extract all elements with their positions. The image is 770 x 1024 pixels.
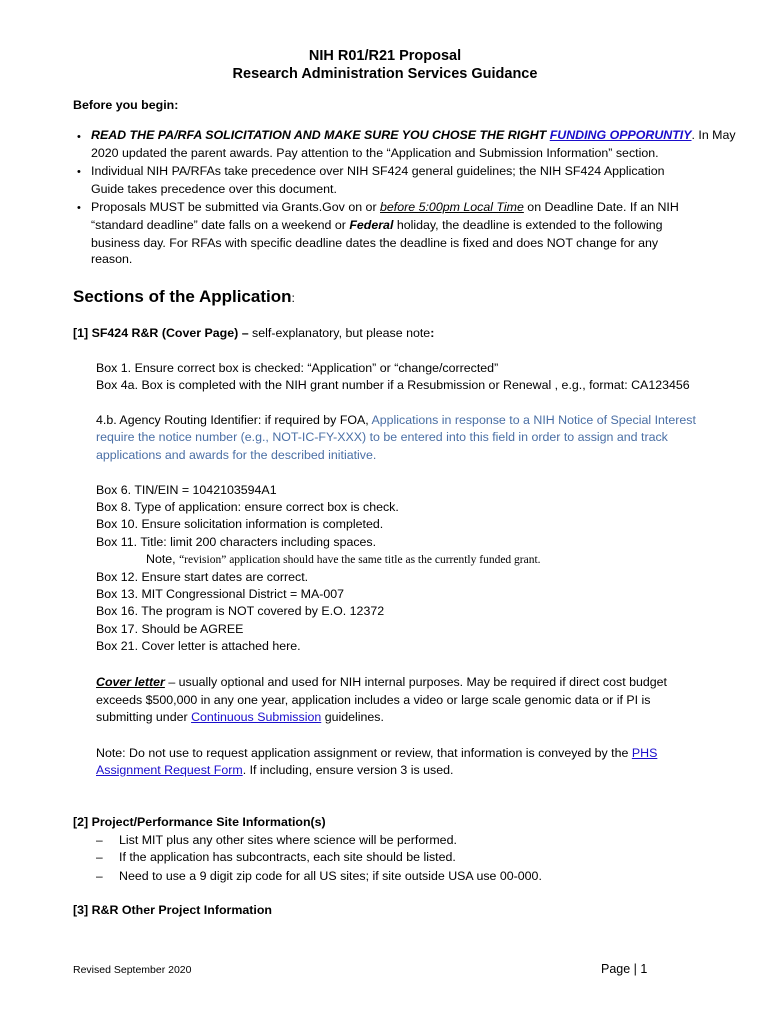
- bullet-1-tail: . In May: [691, 128, 736, 142]
- box-6: Box 6. TIN/EIN = 1042103594A1: [96, 483, 277, 497]
- section-1-heading: [73, 325, 434, 343]
- box-11-note-text: “revision” application should have the same title as the currently funded grant.: [179, 554, 541, 566]
- bullet-2-line1: Individual NIH PA/RFAs take precedence over NIH SF424 general guidelines; the NIH SF424 Application: [91, 164, 665, 178]
- note-line2-post: . If including, ensure version 3 is used.: [242, 763, 454, 777]
- bullet-3-pre: Proposals MUST be submitted via Grants.Gov on or: [91, 200, 381, 214]
- box-13: Box 13. MIT Congressional District = MA-007: [96, 587, 345, 601]
- section-1-title: [1] SF424 R&R (Cover Page) –: [73, 326, 253, 340]
- bullet-3-line2: [91, 217, 663, 235]
- box-17: Box 17. Should be AGREE: [96, 622, 244, 636]
- box-4b-notice-1: Applications in response to a NIH Notice of Special Interest: [371, 413, 696, 427]
- funding-opportunity-link[interactable]: FUNDING OPPORUNTIY: [549, 128, 692, 142]
- before-you-begin-heading: Before you begin:: [73, 98, 179, 112]
- note-line1: [96, 745, 657, 763]
- site-item: If the application has subcontracts, each site should be listed.: [119, 850, 456, 864]
- cover-letter-line3: [96, 709, 384, 727]
- bullet-1-line1: [91, 127, 736, 145]
- bullet-2-marker: •: [77, 166, 81, 178]
- cover-letter-line3-post: guidelines.: [321, 710, 384, 724]
- cover-letter-line3-pre: submitting under: [96, 710, 192, 724]
- bullet-2-line2: Guide takes precedence over this document.: [91, 182, 337, 196]
- doc-title-line2: Research Administration Services Guidance: [232, 66, 538, 82]
- deadline-time: before 5:00pm Local Time: [380, 200, 524, 214]
- bullet-3-post: on Deadline Date. If an NIH: [523, 200, 679, 214]
- box-16: Box 16. The program is NOT covered by E.O. 12372: [96, 604, 385, 618]
- bullet-1-marker: •: [77, 131, 81, 143]
- continuous-submission-link[interactable]: Continuous Submission: [191, 710, 322, 724]
- box-4b-line1: [96, 412, 696, 430]
- bullet-1-line2: 2020 updated the parent awards. Pay attention to the “Application and Submission Information” section.: [91, 146, 659, 160]
- section-3-heading: [3] R&R Other Project Information: [73, 903, 272, 917]
- bullet-3-marker: •: [77, 202, 81, 214]
- bullet-3-line2-pre: “standard deadline” date falls on a weekend or: [91, 218, 350, 232]
- sections-heading-text: Sections of the Application: [73, 287, 292, 306]
- box-10: Box 10. Ensure solicitation information is completed.: [96, 517, 384, 531]
- box-8: Box 8. Type of application: ensure correct box is check.: [96, 500, 399, 514]
- box-4b-line3: applications and awards for the described initiative.: [96, 448, 377, 462]
- cover-letter-desc: – usually optional and used for NIH internal purposes. May be required if direct cost budget: [164, 675, 667, 689]
- bullet-3-line4: reason.: [91, 252, 133, 266]
- section-1-subtitle: self-explanatory, but please note: [252, 326, 431, 340]
- cover-letter-label: Cover letter: [96, 675, 165, 689]
- box-21: Box 21. Cover letter is attached here.: [96, 639, 301, 653]
- bullet-3-line3: business day. For RFAs with specific deadline dates the deadline is fixed and does NOT change for any: [91, 236, 659, 250]
- box-11: Box 11. Title: limit 200 characters including spaces.: [96, 535, 377, 549]
- doc-title-line1: NIH R01/R21 Proposal: [308, 48, 462, 64]
- box-4b-line2: require the notice number (e.g., NOT-IC-FY-XXX) to be entered into this field in order to assign and track: [96, 430, 668, 444]
- site-item: List MIT plus any other sites where science will be performed.: [119, 833, 457, 847]
- section-1-colon: :: [430, 326, 435, 340]
- box-11-note: [146, 551, 541, 570]
- bullet-3-line2-post: holiday, the deadline is extended to the following: [393, 218, 663, 232]
- sections-heading: [73, 287, 295, 308]
- note-line2: [96, 762, 453, 780]
- cover-letter-line1: [96, 674, 667, 692]
- federal-emphasis: Federal: [349, 218, 394, 232]
- box-1: Box 1. Ensure correct box is checked: “Application” or “change/corrected”: [96, 361, 499, 375]
- site-item: Need to use a 9 digit zip code for all US sites; if site outside USA use 00-000.: [119, 869, 542, 883]
- assignment-request-form-link[interactable]: Assignment Request Form: [96, 763, 243, 777]
- bullet-1-emphasis: READ THE PA/RFA SOLICITATION AND MAKE SURE YOU CHOSE THE RIGHT: [91, 128, 550, 142]
- box-4b-label: 4.b. Agency Routing Identifier: if required by FOA,: [96, 413, 372, 427]
- cover-letter-line2: exceeds $500,000 in any one year, application includes a video or large scale genomic data or if PI is: [96, 693, 651, 707]
- box-11-note-label: Note,: [146, 552, 180, 566]
- box-4a: Box 4a. Box is completed with the NIH grant number if a Resubmission or Renewal , e.g., format: CA123456: [96, 378, 690, 392]
- dash-marker: –: [96, 833, 103, 847]
- footer-revised: Revised September 2020: [73, 964, 192, 976]
- dash-marker: –: [96, 869, 103, 883]
- bullet-3-line1: [91, 199, 679, 217]
- page-number: Page | 1: [601, 962, 648, 976]
- dash-marker: –: [96, 850, 103, 864]
- note-text: Note: Do not use to request application assignment or review, that information is conveyed by the: [96, 746, 632, 760]
- box-12: Box 12. Ensure start dates are correct.: [96, 570, 309, 584]
- sections-heading-colon: :: [291, 291, 295, 305]
- section-2-heading: [2] Project/Performance Site Information(s): [73, 815, 326, 829]
- phs-link[interactable]: PHS: [631, 746, 658, 760]
